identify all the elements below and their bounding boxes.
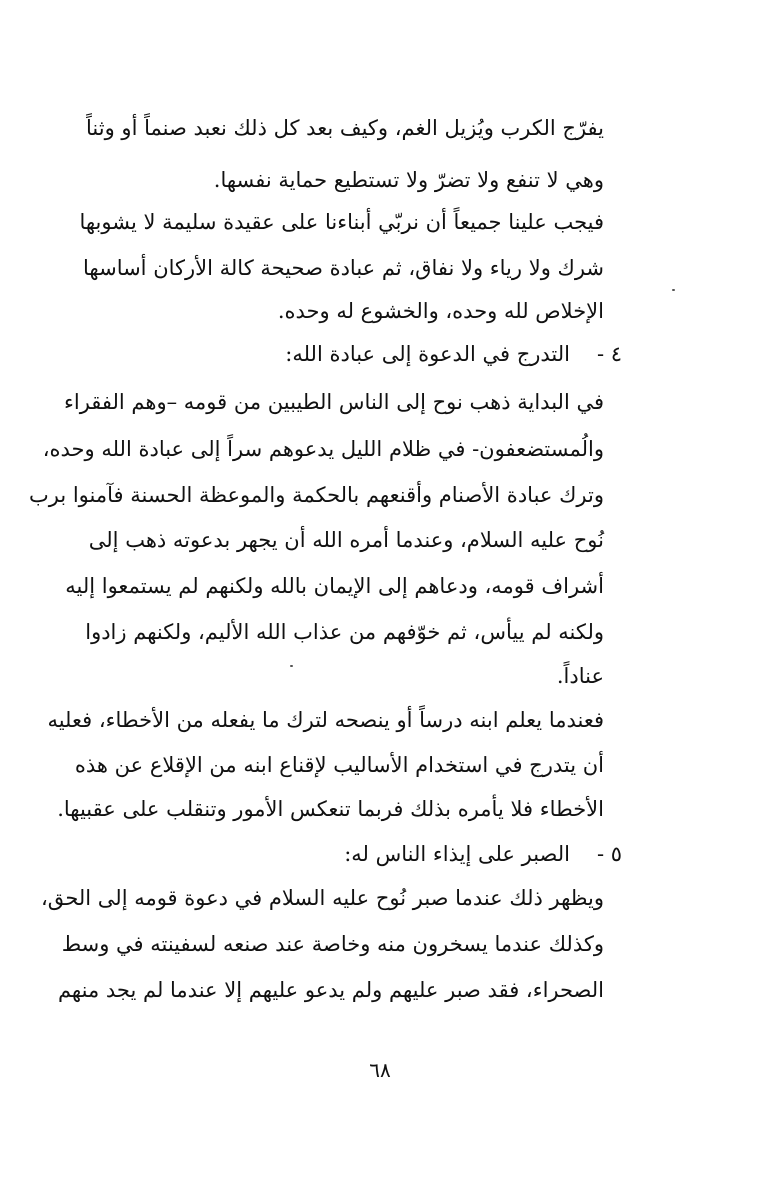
scan-speck bbox=[672, 289, 675, 291]
body-line: فيجب علينا جميعاً أن نربّي أبناءنا على عقيدة سليمة لا يشوبها bbox=[79, 210, 604, 234]
body-line: في البداية ذهب نوح إلى الناس الطيبين من قومه –وهم الفقراء bbox=[63, 390, 604, 414]
body-line: شرك ولا رياء ولا نفاق، ثم عبادة صحيحة كالة الأركان أساسها bbox=[83, 256, 604, 280]
body-line: فعندما يعلم ابنه درساً أو ينصحه لترك ما يفعله من الأخطاء، فعليه bbox=[47, 708, 604, 732]
section-title: الصبر على إيذاء الناس له: bbox=[344, 842, 570, 866]
body-line: الأخطاء فلا يأمره بذلك فربما تنعكس الأمور وتنقلب على عقبيها. bbox=[57, 797, 604, 821]
body-line: وكذلك عندما يسخرون منه وخاصة عند صنعه لسفينته في وسط bbox=[61, 932, 604, 956]
body-line: يفرّج الكرب ويُزيل الغم، وكيف بعد كل ذلك نعبد صنماً أو وثناً bbox=[86, 116, 604, 140]
section-heading-5 bbox=[122, 839, 622, 871]
body-line: والُمستضعفون- في ظلام الليل يدعوهم سراً إلى عبادة الله وحده، bbox=[42, 437, 604, 461]
body-line: أشراف قومه، ودعاهم إلى الإيمان بالله ولكنهم لم يستمعوا إليه bbox=[65, 574, 604, 598]
section-heading-4 bbox=[122, 339, 622, 371]
body-line: وهي لا تنفع ولا تضرّ ولا تستطيع حماية نفسها. bbox=[213, 168, 604, 192]
scan-speck bbox=[290, 665, 293, 667]
body-line: ولكنه لم ييأس، ثم خوّفهم من عذاب الله الأليم، ولكنهم زادوا bbox=[85, 620, 604, 644]
body-line: ويظهر ذلك عندما صبر نُوح عليه السلام في دعوة قومه إلى الحق، bbox=[41, 886, 604, 910]
body-line: وترك عبادة الأصنام وأقنعهم بالحكمة والموعظة الحسنة فآمنوا برب bbox=[28, 483, 604, 507]
body-line: نُوح عليه السلام، وعندما أمره الله أن يجهر بدعوته ذهب إلى bbox=[88, 528, 604, 552]
section-number: ٤ - bbox=[596, 342, 622, 366]
body-line: الصحراء، فقد صبر عليهم ولم يدعو عليهم إلا عندما لم يجد منهم bbox=[57, 978, 604, 1002]
body-line: عناداً. bbox=[556, 664, 604, 688]
section-title: التدرج في الدعوة إلى عبادة الله: bbox=[285, 342, 570, 366]
body-line: الإخلاص لله وحده، والخشوع له وحده. bbox=[277, 299, 604, 323]
section-number: ٥ - bbox=[596, 842, 622, 866]
page-number: ٦٨ bbox=[369, 1058, 391, 1082]
body-line: أن يتدرج في استخدام الأساليب لإقناع ابنه من الإقلاع عن هذه bbox=[74, 753, 604, 777]
